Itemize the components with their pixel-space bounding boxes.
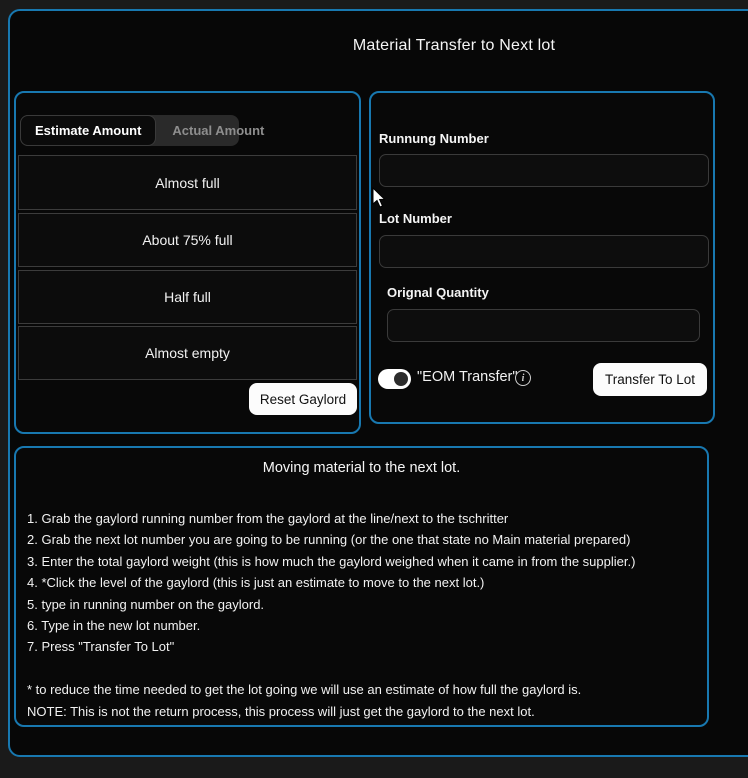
lot-number-input[interactable] [379, 235, 709, 268]
info-icon[interactable]: i [515, 370, 531, 386]
instructions-panel [14, 446, 709, 727]
instruction-steps [27, 508, 699, 658]
instruction-step: 4. *Click the level of the gaylord (this is just an estimate to move to the next lot.) [27, 575, 485, 591]
instruction-step: 7. Press "Transfer To Lot" [27, 639, 175, 655]
instruction-notes [27, 679, 699, 723]
running-number-input[interactable] [379, 154, 709, 187]
transfer-form-panel [369, 91, 715, 424]
instruction-step: 1. Grab the gaylord running number from the gaylord at the line/next to the tschritter [27, 511, 509, 526]
instruction-step: 6. Type in the new lot number. [27, 618, 201, 634]
instruction-note: * to reduce the time needed to get the lot going we will use an estimate of how full the gaylord is. [27, 682, 582, 697]
level-button-almost-full[interactable]: Almost full [18, 155, 357, 210]
original-quantity-input[interactable] [387, 309, 700, 342]
page-title: Material Transfer to Next lot [352, 37, 556, 54]
amount-tab-strip [20, 115, 265, 146]
mouse-cursor [372, 187, 387, 209]
level-button-75-full[interactable]: About 75% full [18, 213, 357, 267]
estimate-panel [14, 91, 361, 434]
instruction-step: 5. type in running number on the gaylord. [27, 596, 265, 612]
tab-actual-amount[interactable]: Actual Amount [172, 123, 265, 138]
level-button-almost-empty[interactable]: Almost empty [18, 326, 357, 380]
instruction-step: 2. Grab the next lot number you are going to be running (or the one that state no Main material prepared) [27, 532, 631, 548]
eom-transfer-label: "EOM Transfer" [417, 369, 518, 385]
lot-number-label: Lot Number [379, 211, 452, 226]
tab-estimate-amount[interactable]: Estimate Amount [20, 115, 156, 146]
reset-gaylord-button[interactable]: Reset Gaylord [249, 383, 357, 415]
eom-transfer-toggle[interactable] [378, 369, 411, 389]
level-button-half-full[interactable]: Half full [18, 270, 357, 324]
toggle-knob [394, 372, 408, 386]
main-container [8, 9, 748, 757]
transfer-to-lot-button[interactable]: Transfer To Lot [593, 363, 707, 396]
instruction-step: 3. Enter the total gaylord weight (this is how much the gaylord weighed when it came in from the supplier.) [27, 553, 636, 569]
original-quantity-label: Orignal Quantity [387, 285, 489, 300]
instructions-heading: Moving material to the next lot. [262, 460, 461, 476]
instruction-note: NOTE: This is not the return process, this process will just get the gaylord to the next lot. [27, 704, 535, 719]
running-number-label: Runnung Number [379, 131, 489, 146]
